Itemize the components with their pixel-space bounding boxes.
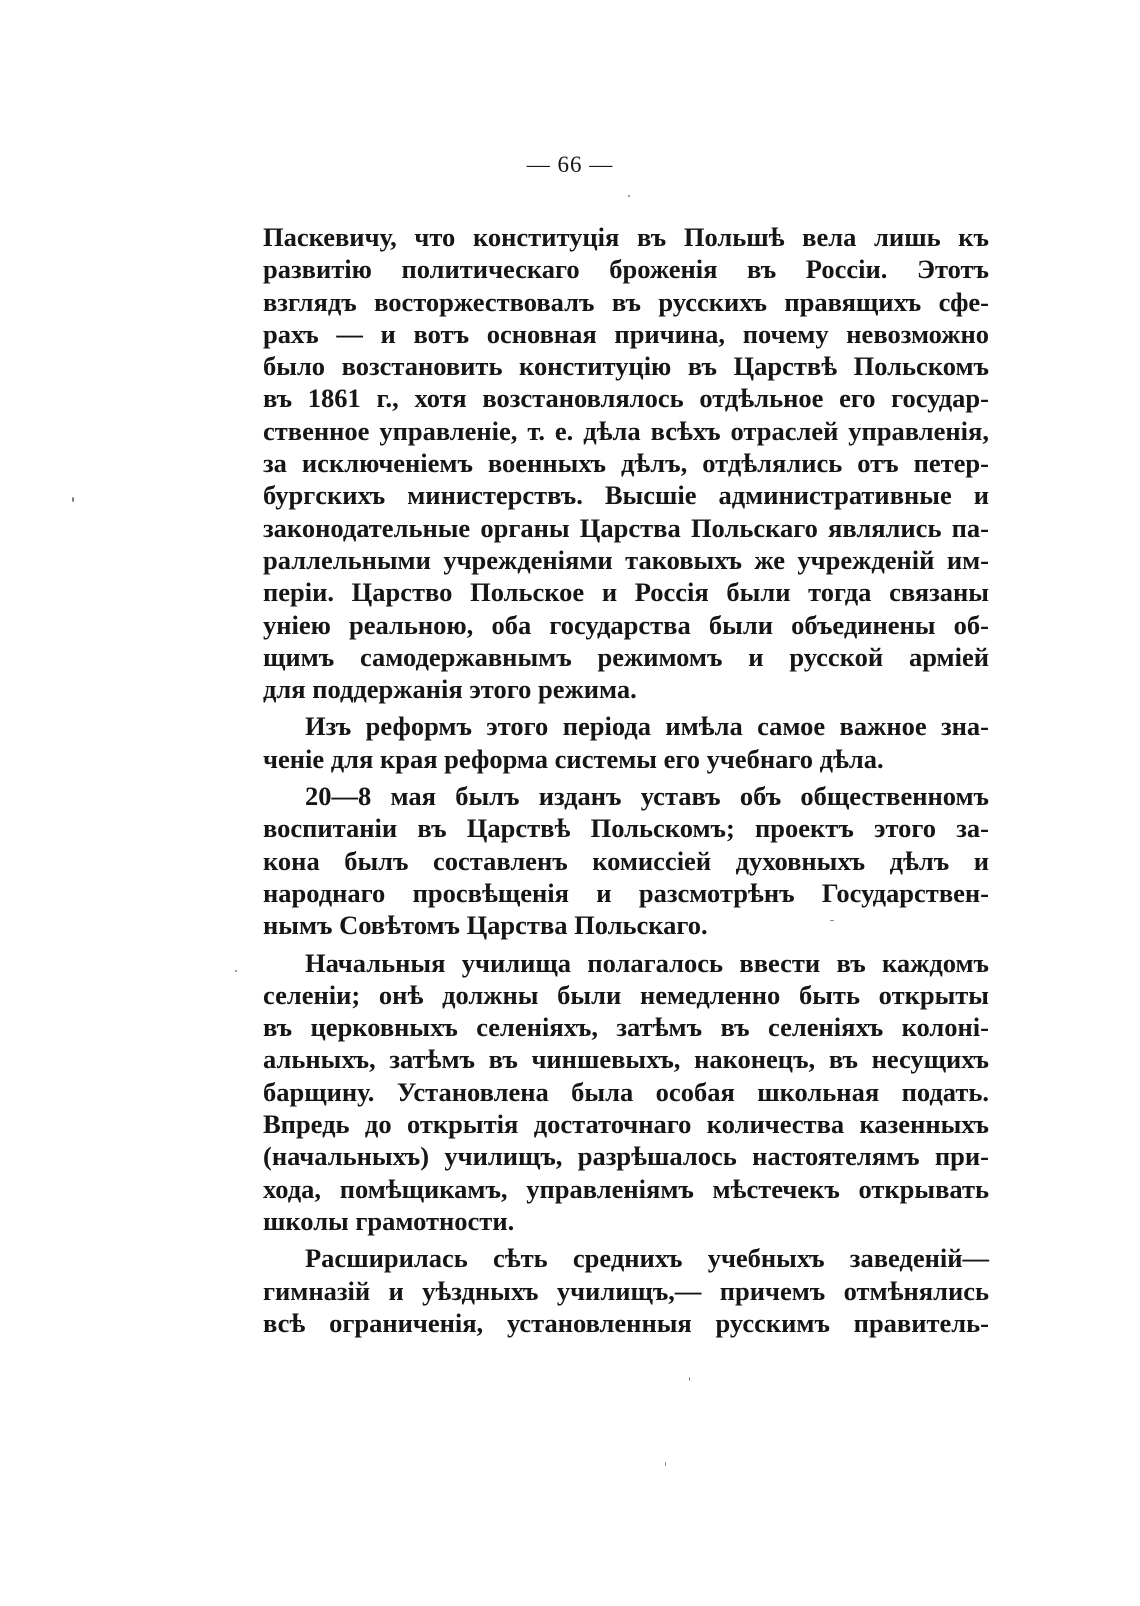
text-line: раллельными учрежденіями таковыхъ же учрежденій им- [263,544,989,575]
text-line: барщину. Установлена была особая школьная подать. [263,1076,989,1107]
text-line: законодательные органы Царства Польскаго являлись па- [263,512,989,543]
body-text [263,221,989,1344]
text-line: взглядъ восторжествовалъ въ русскихъ правящихъ сфе- [263,286,989,317]
scan-speck [689,1377,690,1381]
text-line: Изъ реформъ этого періода имѣла самое важное зна- [305,711,989,742]
text-line: воспитаніи въ Царствѣ Польскомъ; проектъ этого за- [263,813,989,844]
text-line: бургскихъ министерствъ. Высшіе административные и [263,480,989,511]
text-line: гимназій и уѣздныхъ училищъ,— причемъ отмѣнялись [263,1275,989,1306]
text-line: селеніи; онѣ должны были немедленно быть открыты [263,979,989,1010]
text-line: было возстановить конституцію въ Царствѣ Польскомъ [263,351,989,382]
text-line: альныхъ, затѣмъ въ чиншевыхъ, наконецъ, въ несущихъ [263,1044,989,1075]
text-line: нымъ Совѣтомъ Царства Польскаго. [263,910,708,941]
text-line: Паскевичу, что конституція въ Польшѣ вела лишь къ [263,222,989,252]
text-line: щимъ самодержавнымъ режимомъ и русской арміей [263,641,989,672]
text-line: развитію политическаго броженія въ Россіи. Этотъ [263,254,989,285]
text-line: ственное управленіе, т. е. дѣла всѣхъ отраслей управленія, [263,415,989,446]
scan-speck [628,195,630,197]
text-line: въ церковныхъ селеніяхъ, затѣмъ въ селеніяхъ колоні- [263,1012,989,1043]
text-line: за исключеніемъ военныхъ дѣлъ, отдѣлялись отъ петер- [263,448,989,479]
scan-speck [72,497,74,502]
text-line: всѣ ограниченія, установленныя русскимъ правитель- [263,1307,989,1338]
paragraph-5 [263,1242,989,1339]
text-line: для поддержанія этого режима. [263,674,637,705]
text-line: кона былъ составленъ комиссіей духовныхъ дѣлъ и [263,845,989,876]
text-line: 20—8 мая былъ изданъ уставъ объ общественномъ [305,781,989,812]
text-line: періи. Царство Польское и Россія были тогда связаны [263,577,989,608]
text-line: уніею реальною, оба государства были объединены об- [263,609,989,640]
paragraph-2 [263,710,989,775]
paragraph-1 [263,221,989,705]
scan-speck [665,1462,666,1466]
text-line: Начальныя училища полагалось ввести въ каждомъ [305,947,989,978]
text-line: хода, помѣщикамъ, управленіямъ мѣстечекъ открывать [263,1173,989,1204]
scan-speck [830,920,834,921]
text-line: ченіе для края реформа системы его учебнаго дѣла. [263,743,884,774]
text-line: Расширилась сѣть среднихъ учебныхъ заведеній— [305,1243,989,1274]
text-line: (начальныхъ) училищъ, разрѣшалось настоятелямъ при- [263,1141,989,1172]
page-number: — 66 — [526,152,614,177]
text-line: рахъ — и вотъ основная причина, почему невозможно [263,318,989,349]
text-line: школы грамотности. [263,1205,515,1236]
scan-speck [235,970,237,972]
text-line: въ 1861 г., хотя возстановлялось отдѣльное его государ- [263,383,989,414]
paragraph-3 [263,780,989,941]
paragraph-4 [263,947,989,1238]
text-line: народнаго просвѣщенія и разсмотрѣнъ Государствен- [263,877,989,908]
text-line: Впредь до открытія достаточнаго количества казенныхъ [263,1109,989,1140]
